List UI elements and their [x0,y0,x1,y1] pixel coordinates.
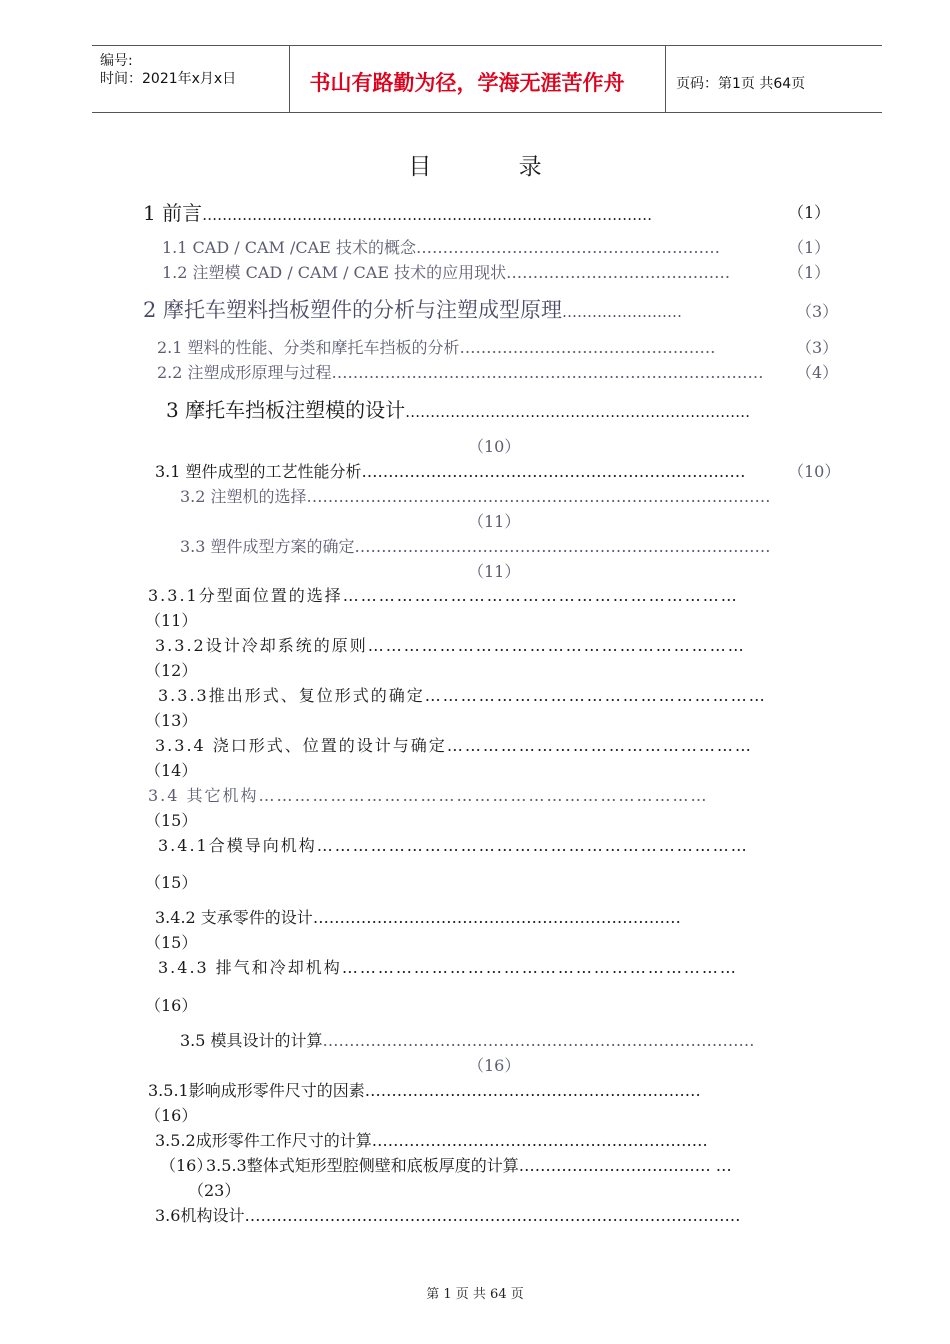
toc-entry-dots: ………………………………………………………………… [258,786,709,805]
toc-entry-page: （12） [145,661,198,680]
toc-entry-3-3-2[interactable] [155,638,746,654]
toc-entry-text: 3.3.1分型面位置的选择 [148,586,343,605]
toc-entry-3-5-3[interactable] [206,1158,732,1174]
toc-entry-page: （1） [788,203,831,222]
toc-entry-text: 3.3.3推出形式、复位形式的确定 [158,686,425,705]
toc-entry-page: （15） [145,873,198,892]
toc-entry-page: （1） [788,263,831,282]
toc-entry-text: 3.3.4 浇口形式、位置的设计与确定 [155,736,447,755]
toc-entry-text: 3.5.3整体式矩形型腔侧壁和底板厚度的计算 [206,1156,519,1175]
toc-entry-dots: ………………………………………………… [424,686,767,705]
toc-entry-3-5-1[interactable] [148,1083,701,1099]
toc-entry-3-4-2[interactable] [155,910,681,926]
toc-entry-page: （15） [145,933,198,952]
toc-entry-dots: ……………………………………………………………………… [331,363,764,382]
toc-entry-dots: …………………………………………………………… [312,908,681,927]
toc-entry-page: （3） [796,302,839,321]
toc-entry-text: 3.2 注塑机的选择 [180,487,307,506]
toc-entry-3-5[interactable] [180,1033,755,1049]
toc-entry-1[interactable] [143,203,652,223]
toc-entry-page: （23） [188,1181,241,1200]
toc-entry-text: 1.2 注塑模 CAD / CAM / CAE 技术的应用现状 [162,263,507,282]
toc-entry-text: 3.5 模具设计的计算 [180,1031,323,1050]
document-number-label: 编号: [100,53,133,69]
toc-entry-page: （3） [796,338,839,357]
toc-entry-3-3-3[interactable] [158,688,767,704]
toc-entry-text: 1.1 CAD / CAM /CAE 技术的概念 [162,238,416,257]
toc-entry-3-5-2[interactable] [155,1133,708,1149]
toc-entry-text: 3.5.1影响成形零件尺寸的因素 [148,1081,365,1100]
toc-entry-2[interactable] [143,300,682,321]
toc-entry-page: （13） [145,711,198,730]
page-footer: 第 1 页 共 64 页 [426,1287,524,1302]
toc-entry-dots: ………………………………………………………… [341,958,738,977]
toc-entry-page: （1） [788,238,831,257]
toc-entry-text: 3 摩托车挡板注塑模的设计 [166,398,406,422]
toc-entry-3-6[interactable] [155,1208,740,1224]
toc-entry-3-1[interactable] [155,464,746,480]
toc-entry-dots: ………………………………………………… [415,238,720,257]
toc-entry-text: 2 摩托车塑料挡板塑件的分析与注塑成型原理 [143,298,563,322]
header-motto: 书山有路勤为径，学海无涯苦作舟 [309,71,625,95]
toc-entry-dots: ……………………………………………………………… [316,836,749,855]
toc-entry-dots: ……………………………………………………………………………… [202,206,653,224]
toc-entry-3-3[interactable] [180,539,771,555]
header-page-info: 页码：第1页 共64页 [676,76,806,92]
toc-entry-dots: …………………………………… [506,263,731,282]
toc-entry-dots: …………………………………………… [446,736,753,755]
toc-entry-text: 3.4.1合模导向机构 [158,836,317,855]
header-bottom-rule [92,112,882,113]
toc-entry-2-1[interactable] [157,340,716,356]
toc-entry-text: 3.3.2设计冷却系统的原则 [155,636,368,655]
toc-entry-page: （11） [468,512,521,531]
toc-entry-text: 3.4.2 支承零件的设计 [155,908,313,927]
toc-entry-dots: ……………………………………………………… [367,636,746,655]
toc-entry-dots: …………………… [562,303,683,321]
toc-entry-dots: ……………………………………………………………… [361,462,746,481]
toc-entry-text: 2.1 塑料的性能、分类和摩托车挡板的分析 [157,338,460,357]
toc-entry-1-2[interactable] [162,265,730,281]
toc-entry-text: 3.3 塑件成型方案的确定 [180,537,355,556]
toc-entry-text: 3.4 其它机构 [148,786,259,805]
toc-entry-page: （10） [468,437,521,456]
toc-entry-page: （11） [145,611,198,630]
toc-entry-dots: ……………………………………………………… [371,1131,708,1150]
toc-entry-3-3-4[interactable] [155,738,753,754]
toc-entry-text: 3.1 塑件成型的工艺性能分析 [155,462,362,481]
toc-entry-dots: ……………………………………………………… [364,1081,701,1100]
toc-entry-dots: …………………………………………………………… [405,403,751,421]
toc-entry-2-2[interactable] [157,365,764,381]
toc-entry-page: （16） [145,996,198,1015]
toc-entry-text: 2.2 注塑成形原理与过程 [157,363,332,382]
toc-entry-dots: ………………………………………………………………………………… [244,1206,741,1225]
toc-entry-3-4-1[interactable] [158,838,749,854]
toc-entry-page: （16） [145,1106,198,1125]
toc-entry-text: 1 前言 [143,201,203,225]
toc-entry-page: （10） [788,462,841,481]
toc-entry-3-3-1[interactable] [148,588,739,604]
toc-entry-dots: …………………………………………………………………………… [306,487,771,506]
toc-entry-3-4[interactable] [148,788,709,804]
toc-entry-page: （16） [160,1156,213,1175]
toc-entry-dots: ………………………………………… [459,338,716,357]
toc-entry-page: （16） [468,1056,521,1075]
toc-entry-3-2[interactable] [180,489,771,505]
toc-entry-page: （4） [796,363,839,382]
toc-entry-dots: ……………………………………………………………………… [322,1031,755,1050]
toc-entry-dots: ………………………………………………………… [342,586,739,605]
toc-entry-text: 3.6机构设计 [155,1206,245,1225]
toc-entry-3[interactable] [166,400,750,420]
header-top-rule [92,45,882,46]
toc-entry-page: （14） [145,761,198,780]
toc-entry-1-1[interactable] [162,240,720,256]
page-title: 目 录 [408,154,582,180]
toc-entry-page: （15） [145,811,198,830]
toc-entry-page: （11） [468,562,521,581]
toc-entry-text: 3.5.2成形零件工作尺寸的计算 [155,1131,372,1150]
document-date: 时间：2021年x月x日 [100,71,237,87]
toc-entry-dots: …………………………………………………………………… [354,537,771,556]
toc-entry-dots: ……………………………… … [518,1156,732,1175]
toc-entry-text: 3.4.3 排气和冷却机构 [158,958,342,977]
toc-entry-3-4-3[interactable] [158,960,738,976]
